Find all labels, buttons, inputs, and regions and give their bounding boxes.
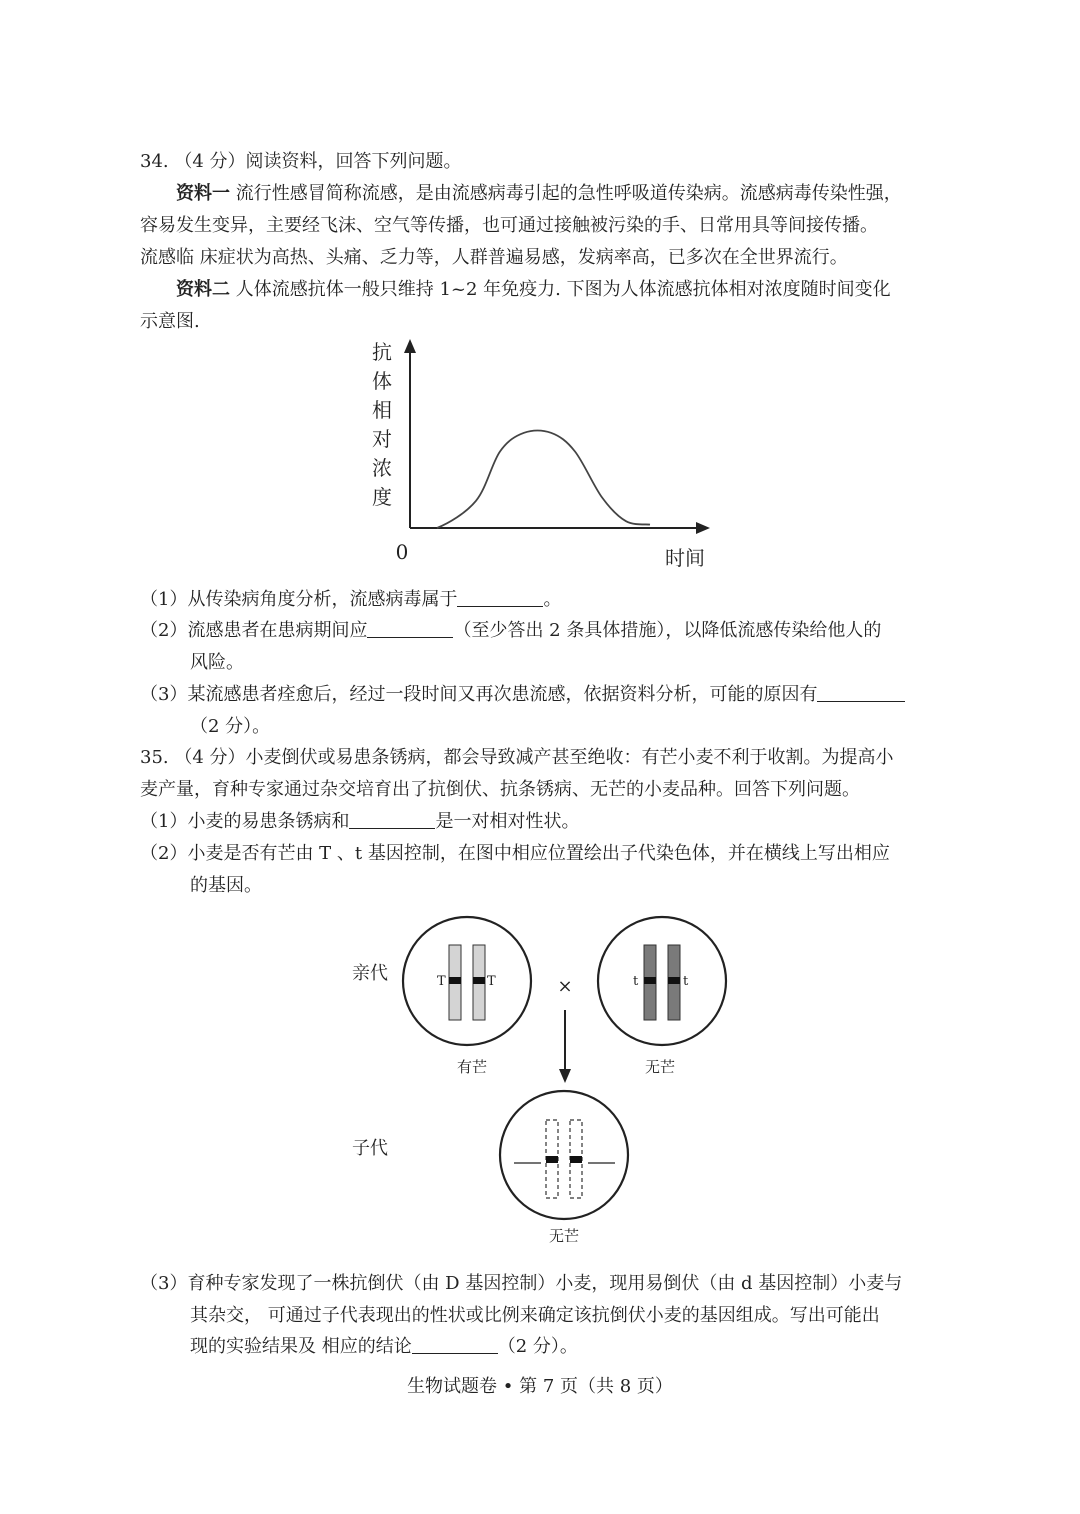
- material1-label: 资料一: [176, 183, 230, 204]
- q34-material2-line2: 示意图.: [140, 311, 200, 332]
- genetics-cross-diagram: [340, 905, 760, 1255]
- antibody-concentration-chart: [360, 335, 740, 580]
- parent2-gene-band-left: [644, 977, 656, 984]
- q35-sub2: （2）小麦是否有芒由 T 、t 基因控制，在图中相应位置绘出子代染色体，并在横线上写出相应: [140, 843, 890, 864]
- q34-sub3-answer-blank[interactable]: [817, 683, 905, 702]
- chart-ylabel-char: 对: [372, 427, 392, 451]
- chart-y-arrow: [404, 339, 416, 353]
- child-generation-label: 子代: [352, 1138, 388, 1159]
- q35-sub2-cont: 的基因。: [190, 875, 262, 896]
- q34-sub2-text: （2）流感患者在患病期间应: [140, 620, 368, 641]
- child-gene-band-right: [570, 1156, 582, 1163]
- child-gene-band-left: [546, 1156, 558, 1163]
- q35-sub3-text: 现的实验结果及 相应的结论: [190, 1336, 412, 1357]
- chart-xlabel: 时间: [665, 546, 705, 570]
- parent1-gene-band-right: [473, 977, 485, 984]
- parent1-gene-right: T: [487, 974, 496, 989]
- q35-line1: 35. （4 分）小麦倒伏或易患条锈病，都会导致减产甚至绝收：有芒小麦不利于收割。为提高小: [140, 747, 894, 768]
- chart-origin-label: 0: [395, 540, 409, 564]
- parent2-gene-band-right: [668, 977, 680, 984]
- q35-line2: 麦产量，育种专家通过杂交培育出了抗倒伏、抗条锈病、无芒的小麦品种。回答下列问题。: [140, 779, 860, 800]
- q34-sub2: [140, 619, 881, 643]
- chart-ylabel-char: 度: [372, 485, 392, 509]
- q35-sub1: [140, 810, 579, 834]
- q35-sub3-line2: 其杂交， 可通过子代表现出的性状或比例来确定该抗倒伏小麦的基因组成。写出可能出: [190, 1305, 880, 1326]
- q35-sub3-line1: （3）育种专家发现了一株抗倒伏（由 D 基因控制）小麦，现用易倒伏（由 d 基因控制）小麦与: [140, 1273, 903, 1294]
- q35-sub1-answer-blank[interactable]: [349, 810, 435, 829]
- q34-material1-line3: 流感临 床症状为高热、头痛、乏力等，人群普遍易感，发病率高，已多次在全世界流行。: [140, 247, 848, 268]
- parent-generation-label: 亲代: [352, 963, 388, 984]
- parent1-phenotype: 有芒: [456, 1058, 488, 1076]
- q34-sub1-end: 。: [543, 589, 562, 610]
- material2-label: 资料二: [176, 279, 230, 300]
- material2-text1: 人体流感抗体一般只维持 1~2 年免疫力. 下图为人体流感抗体相对浓度随时间变化: [235, 279, 891, 300]
- q34-material1-line2: 容易发生变异，主要经飞沫、空气等传播，也可通过接触被污染的手、日常用具等间接传播。: [140, 215, 878, 236]
- q34-sub2-text2: （至少答出 2 条具体措施），以降低流感传染给他人的: [453, 620, 882, 641]
- child-phenotype: 无芒: [548, 1227, 580, 1245]
- page-footer: 生物试题卷 • 第 7 页（共 8 页）: [407, 1376, 673, 1397]
- material1-text1: 流行性感冒简称流感，是由流感病毒引起的急性呼吸道传染病。流感病毒传染性强，: [235, 183, 902, 204]
- q34-sub1: [140, 588, 561, 612]
- q34-material2-line1: [176, 278, 891, 302]
- q34-sub3: [140, 683, 905, 707]
- q34-header: 34. （4 分）阅读资料，回答下列问题。: [140, 151, 462, 172]
- q35-sub1-text: （1）小麦的易患条锈病和: [140, 811, 350, 832]
- chart-x-arrow: [696, 522, 710, 534]
- chart-ylabel-char: 相: [372, 398, 392, 422]
- q35-sub3-line3: [190, 1335, 578, 1359]
- cross-symbol: ×: [557, 976, 573, 997]
- q35-sub1-end: 是一对相对性状。: [435, 811, 580, 832]
- q34-sub1-text: （1）从传染病角度分析，流感病毒属于: [140, 589, 458, 610]
- q34-sub1-answer-blank[interactable]: [457, 588, 543, 607]
- parent2-gene-left: t: [633, 974, 639, 989]
- parent2-phenotype: 无芒: [644, 1058, 676, 1076]
- inheritance-arrow-head: [559, 1069, 571, 1083]
- q34-sub2-cont: 风险。: [190, 652, 244, 673]
- parent1-gene-band-left: [449, 977, 461, 984]
- chart-series-line: [437, 430, 650, 528]
- chart-ylabel: [372, 340, 392, 509]
- q35-sub3-answer-blank[interactable]: [412, 1335, 498, 1354]
- q34-sub3-cont: （2 分）。: [190, 716, 271, 737]
- parent2-gene-right: t: [683, 974, 689, 989]
- parent1-gene-left: T: [437, 974, 446, 989]
- child-cell: [500, 1091, 628, 1219]
- q35-sub3-end: （2 分）。: [497, 1336, 578, 1357]
- parent1-cell: [403, 917, 531, 1045]
- q34-sub3-text: （3）某流感患者痊愈后，经过一段时间又再次患流感，依据资料分析，可能的原因有: [140, 684, 818, 705]
- q34-material1-line1: [176, 182, 902, 206]
- parent2-cell: [598, 917, 726, 1045]
- chart-ylabel-char: 体: [372, 369, 392, 393]
- chart-ylabel-char: 浓: [372, 456, 392, 480]
- chart-ylabel-char: 抗: [372, 340, 392, 364]
- q34-sub2-answer-blank[interactable]: [367, 619, 453, 638]
